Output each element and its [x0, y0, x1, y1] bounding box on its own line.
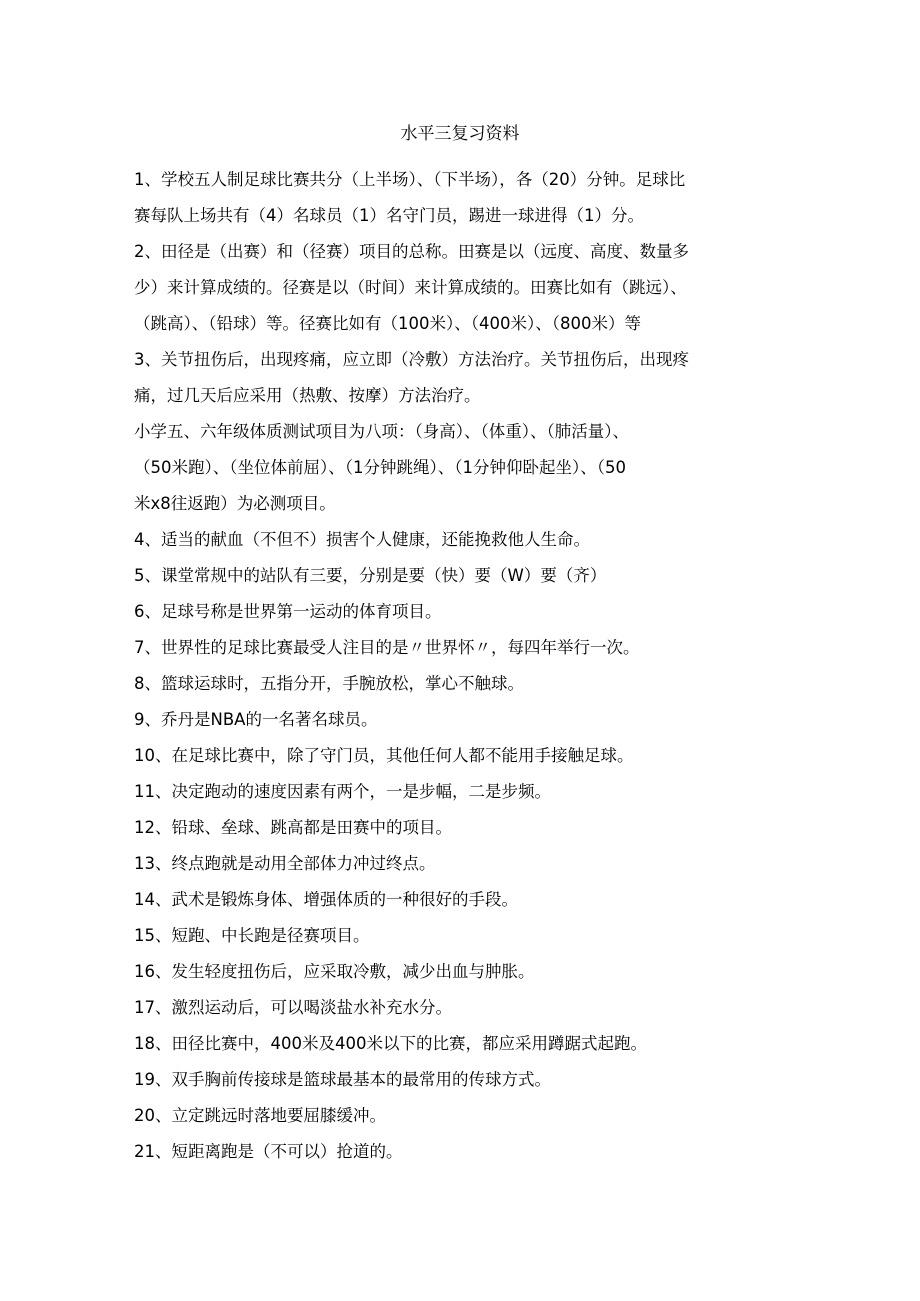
text-line: 14、武术是锻炼身体、增强体质的一种很好的手段。: [134, 890, 518, 909]
text-line: 7、世界性的足球比赛最受人注目的是〃世界怀〃，每四年举行一次。: [134, 638, 640, 657]
text-line: 6、足球号称是世界第一运动的体育项目。: [134, 602, 442, 621]
text-line: 5、课堂常规中的站队有三要，分别是要（快）要（W）要（齐）: [134, 566, 607, 585]
text-line: 16、发生轻度扭伤后，应采取冷敷，减少出血与肿胀。: [134, 962, 535, 981]
text-line: 2、田径是（出赛）和（径赛）项目的总称。田赛是以（远度、高度、数量多: [134, 242, 689, 261]
text-line: （50米跑）、（坐位体前屈）、（1分钟跳绳）、（1分钟仰卧起坐）、（50: [134, 458, 626, 477]
text-line: 3、关节扭伤后，出现疼痛，应立即（冷敷）方法治疗。关节扭伤后，出现疼: [134, 350, 689, 369]
text-line: 9、乔丹是NBA的一名著名球员。: [134, 710, 378, 729]
text-line: 1、学校五人制足球比赛共分（上半场）、（下半场），各（20）分钟。足球比: [134, 170, 686, 189]
text-line: 赛每队上场共有（4）名球员（1）名守门员，踢进一球进得（1）分。: [134, 206, 644, 225]
text-line: 18、田径比赛中，400米及400米以下的比赛，都应采用蹲踞式起跑。: [134, 1034, 647, 1053]
text-line: 小学五、六年级体质测试项目为八项：（身高）、（体重）、（肺活量）、: [134, 422, 629, 441]
text-line: 米x8往返跑）为必测项目。: [134, 494, 336, 513]
text-line: 11、决定跑动的速度因素有两个，一是步幅，二是步频。: [134, 782, 551, 801]
text-line: 17、激烈运动后，可以喝淡盐水补充水分。: [134, 998, 452, 1017]
text-line: 4、适当的献血（不但不）损害个人健康，还能挽救他人生命。: [134, 530, 590, 549]
text-line: 12、铅球、垒球、跳高都是田赛中的项目。: [134, 818, 452, 837]
text-line: 13、终点跑就是动用全部体力冲过终点。: [134, 854, 436, 873]
text-line: 8、篮球运球时，五指分开，手腕放松，掌心不触球。: [134, 674, 524, 693]
text-line: 21、短距离跑是（不可以）抢道的。: [134, 1142, 403, 1161]
text-line: 痛，过几天后应采用（热敷、按摩）方法治疗。: [134, 386, 481, 405]
text-line: 20、立定跳远时落地要屈膝缓冲。: [134, 1106, 386, 1125]
text-line: 19、双手胸前传接球是篮球最基本的最常用的传球方式。: [134, 1070, 551, 1089]
text-line: 15、短跑、中长跑是径赛项目。: [134, 926, 370, 945]
document-body: [134, 162, 780, 1170]
document-title: 水平三复习资料: [400, 124, 520, 144]
text-line: （跳高）、（铅球）等。径赛比如有（100米）、（400米）、（800米）等: [134, 314, 641, 333]
text-line: 少）来计算成绩的。径赛是以（时间）来计算成绩的。田赛比如有（跳远）、: [134, 278, 687, 297]
text-line: 10、在足球比赛中，除了守门员，其他任何人都不能用手接触足球。: [134, 746, 634, 765]
